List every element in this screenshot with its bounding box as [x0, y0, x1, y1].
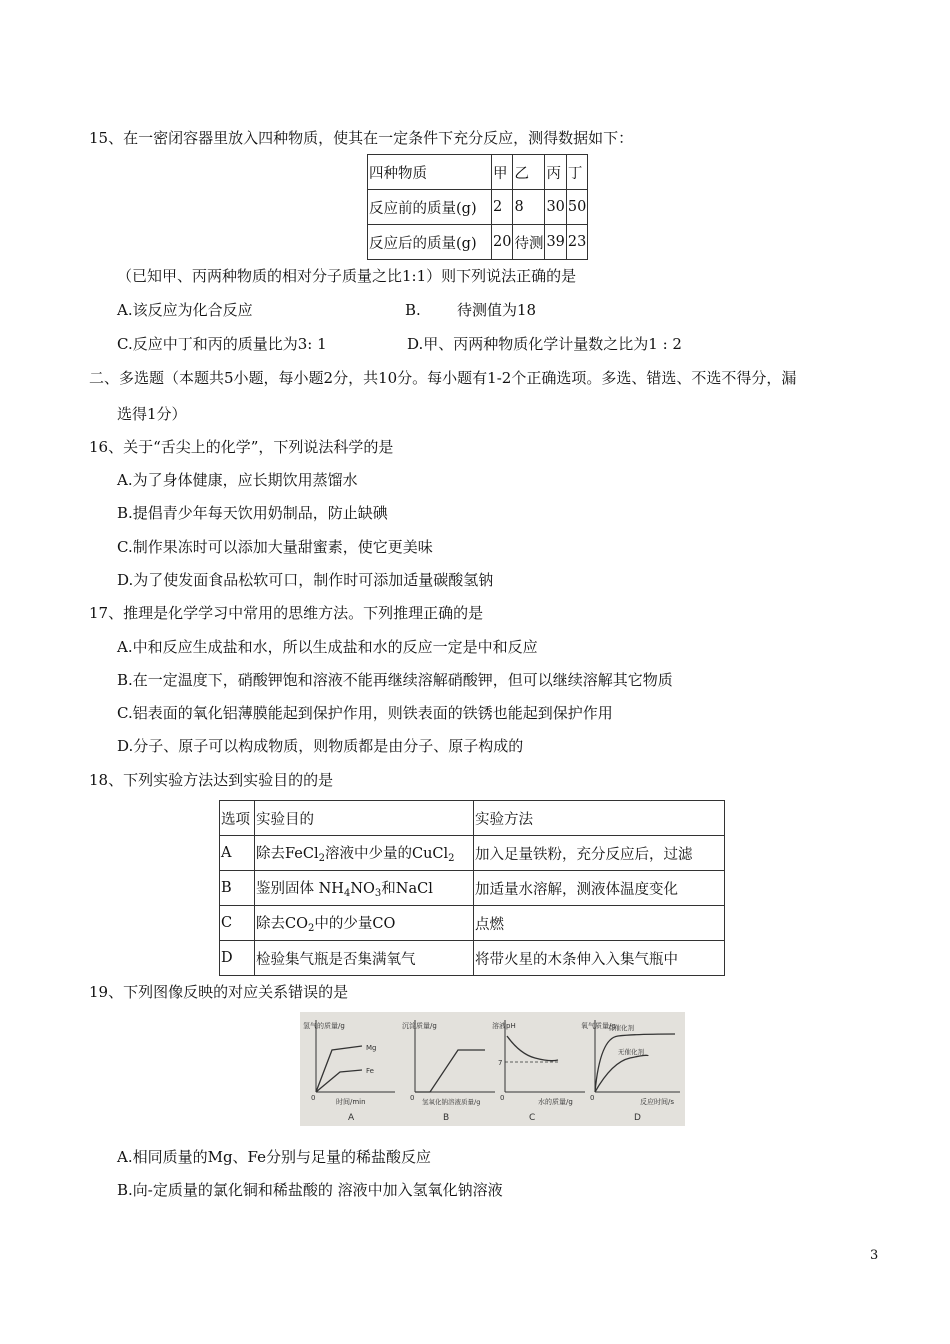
graph-c-ref-label: 7: [498, 1059, 503, 1067]
table-row: [220, 836, 725, 871]
q15-note: （已知甲、丙两种物质的相对分子质量之比1:1）则下列说法正确的是: [117, 267, 577, 285]
q15-option-c: C.反应中丁和丙的质量比为3: 1: [117, 335, 327, 353]
q19-option-a: A.相同质量的Mg、Fe分别与足量的稀盐酸反应: [117, 1148, 432, 1166]
graph-d-no-catalyst-label: 无催化剂: [618, 1048, 644, 1056]
table-cell: 39: [545, 225, 566, 260]
table-cell: 四种物质: [368, 155, 492, 190]
graph-d-caption: D: [634, 1113, 641, 1123]
q18-table: [219, 800, 725, 976]
q16-option-a: A.为了身体健康，应长期饮用蒸馏水: [117, 471, 358, 489]
q17-option-a: A.中和反应生成盐和水，所以生成盐和水的反应一定是中和反应: [117, 638, 538, 656]
table-cell: 实验目的: [255, 801, 474, 836]
table-cell: 50: [566, 190, 587, 225]
q19-option-b: B.向-定质量的氯化铜和稀盐酸的 溶液中加入氢氧化钠溶液: [117, 1181, 503, 1199]
q15-option-b-label: B.: [405, 301, 421, 319]
graph-d-catalyst-label: 有催化剂: [608, 1024, 634, 1032]
table-cell: 30: [545, 190, 566, 225]
q17-option-b: B.在一定温度下，硝酸钾饱和溶液不能再继续溶解硝酸钾，但可以继续溶解其它物质: [117, 671, 673, 689]
graph-b-ylabel: 沉淀质量/g: [402, 1022, 437, 1030]
table-cell: 丁: [566, 155, 587, 190]
graph-a-ylabel: 氢气的质量/g: [303, 1022, 345, 1030]
table-cell: 加适量水溶解，测液体温度变化: [474, 871, 725, 906]
table-cell: 鉴别固体 $NH_4NO_3$和NaCl: [255, 871, 474, 906]
graph-b-caption: B: [443, 1113, 450, 1123]
graph-d-xlabel: 反应时间/s: [640, 1098, 675, 1106]
table-row: [368, 225, 588, 260]
table-cell: 乙: [513, 155, 545, 190]
q19-figure: [300, 1012, 685, 1126]
q19-graphs: [300, 1012, 685, 1126]
graph-c-caption: C: [529, 1113, 536, 1123]
graph-d-ylabel: 氧气质量/g: [581, 1022, 616, 1030]
graph-b-xlabel: 氢氧化钠溶液质量/g: [422, 1098, 481, 1106]
q16-option-c: C.制作果冻时可以添加大量甜蜜素，使它更美味: [117, 538, 433, 556]
table-cell: 20: [492, 225, 513, 260]
table-cell: B: [220, 871, 255, 906]
q15-stem: 15、在一密闭容器里放入四种物质，使其在一定条件下充分反应，测得数据如下：: [89, 129, 634, 147]
section-heading: 二、多选题（本题共5小题，每小题2分，共10分。每小题有1-2个正确选项。多选、错选、不选不得分，漏: [89, 369, 797, 387]
q15-table: [367, 154, 588, 260]
table-cell: C: [220, 906, 255, 941]
q16-option-b: B.提倡青少年每天饮用奶制品，防止缺碘: [117, 504, 388, 522]
graph-b-origin: 0: [410, 1094, 415, 1102]
q15-option-b: 待测值为18: [457, 301, 537, 319]
table-cell: 点燃: [474, 906, 725, 941]
graph-b-line: [415, 1050, 485, 1092]
q17-option-c: C.铝表面的氧化铝薄膜能起到保护作用，则铁表面的铁锈也能起到保护作用: [117, 704, 613, 722]
table-row: [220, 941, 725, 976]
graph-c: [492, 1020, 585, 1123]
graph-d: [581, 1020, 680, 1123]
section-heading-cont: 选得1分）: [117, 405, 187, 423]
table-cell: 反应后的质量(g): [368, 225, 492, 260]
table-row: [368, 190, 588, 225]
table-cell: 选项: [220, 801, 255, 836]
q16-option-d: D.为了使发面食品松软可口，制作时可添加适量碳酸氢钠: [117, 571, 494, 589]
table-row: [368, 155, 588, 190]
q16-stem: 16、关于“舌尖上的化学”，下列说法科学的是: [89, 438, 394, 456]
table-cell: 除去$CO_2$中的少量CO: [255, 906, 474, 941]
graph-a-fe-label: Fe: [366, 1067, 374, 1075]
table-cell: 甲: [492, 155, 513, 190]
table-cell: D: [220, 941, 255, 976]
table-cell: 反应前的质量(g): [368, 190, 492, 225]
table-cell: 检验集气瓶是否集满氧气: [255, 941, 474, 976]
table-cell: 2: [492, 190, 513, 225]
table-cell: 除去FeCl$_2$溶液中少量的CuCl$_2$: [255, 836, 474, 871]
graph-c-line: [507, 1036, 558, 1061]
graph-b: [402, 1020, 495, 1123]
q15-option-a: A.该反应为化合反应: [117, 301, 253, 319]
table-cell: A: [220, 836, 255, 871]
table-cell: 待测: [513, 225, 545, 260]
graph-a-mg-line: [316, 1046, 362, 1092]
table-cell: 加入足量铁粉，充分反应后，过滤: [474, 836, 725, 871]
q19-stem: 19、下列图像反映的对应关系错误的是: [89, 983, 349, 1001]
q17-stem: 17、推理是化学学习中常用的思维方法。下列推理正确的是: [89, 604, 484, 622]
graph-d-no-catalyst-line: [595, 1055, 648, 1092]
graph-d-catalyst-line: [595, 1034, 675, 1092]
q18-stem: 18、下列实验方法达到实验目的的是: [89, 771, 334, 789]
graph-a-caption: A: [348, 1113, 355, 1123]
table-cell: 将带火星的木条伸入入集气瓶中: [474, 941, 725, 976]
graph-a: [303, 1020, 395, 1123]
graph-c-origin: 0: [500, 1094, 505, 1102]
table-cell: 丙: [545, 155, 566, 190]
graph-a-origin: 0: [311, 1094, 316, 1102]
q15-option-d: D.甲、丙两种物质化学计量数之比为1 : 2: [407, 335, 682, 353]
table-row: [220, 906, 725, 941]
table-cell: 23: [566, 225, 587, 260]
table-cell: 8: [513, 190, 545, 225]
q17-option-d: D.分子、原子可以构成物质，则物质都是由分子、原子构成的: [117, 737, 524, 755]
graph-a-xlabel: 时间/min: [336, 1098, 366, 1106]
graph-a-mg-label: Mg: [366, 1044, 377, 1052]
table-row: [220, 801, 725, 836]
page-number: 3: [870, 1248, 879, 1263]
graph-d-origin: 0: [590, 1094, 595, 1102]
table-row: [220, 871, 725, 906]
table-cell: 实验方法: [474, 801, 725, 836]
graph-c-ylabel: 溶液pH: [492, 1022, 516, 1030]
graph-c-xlabel: 水的质量/g: [538, 1098, 573, 1106]
